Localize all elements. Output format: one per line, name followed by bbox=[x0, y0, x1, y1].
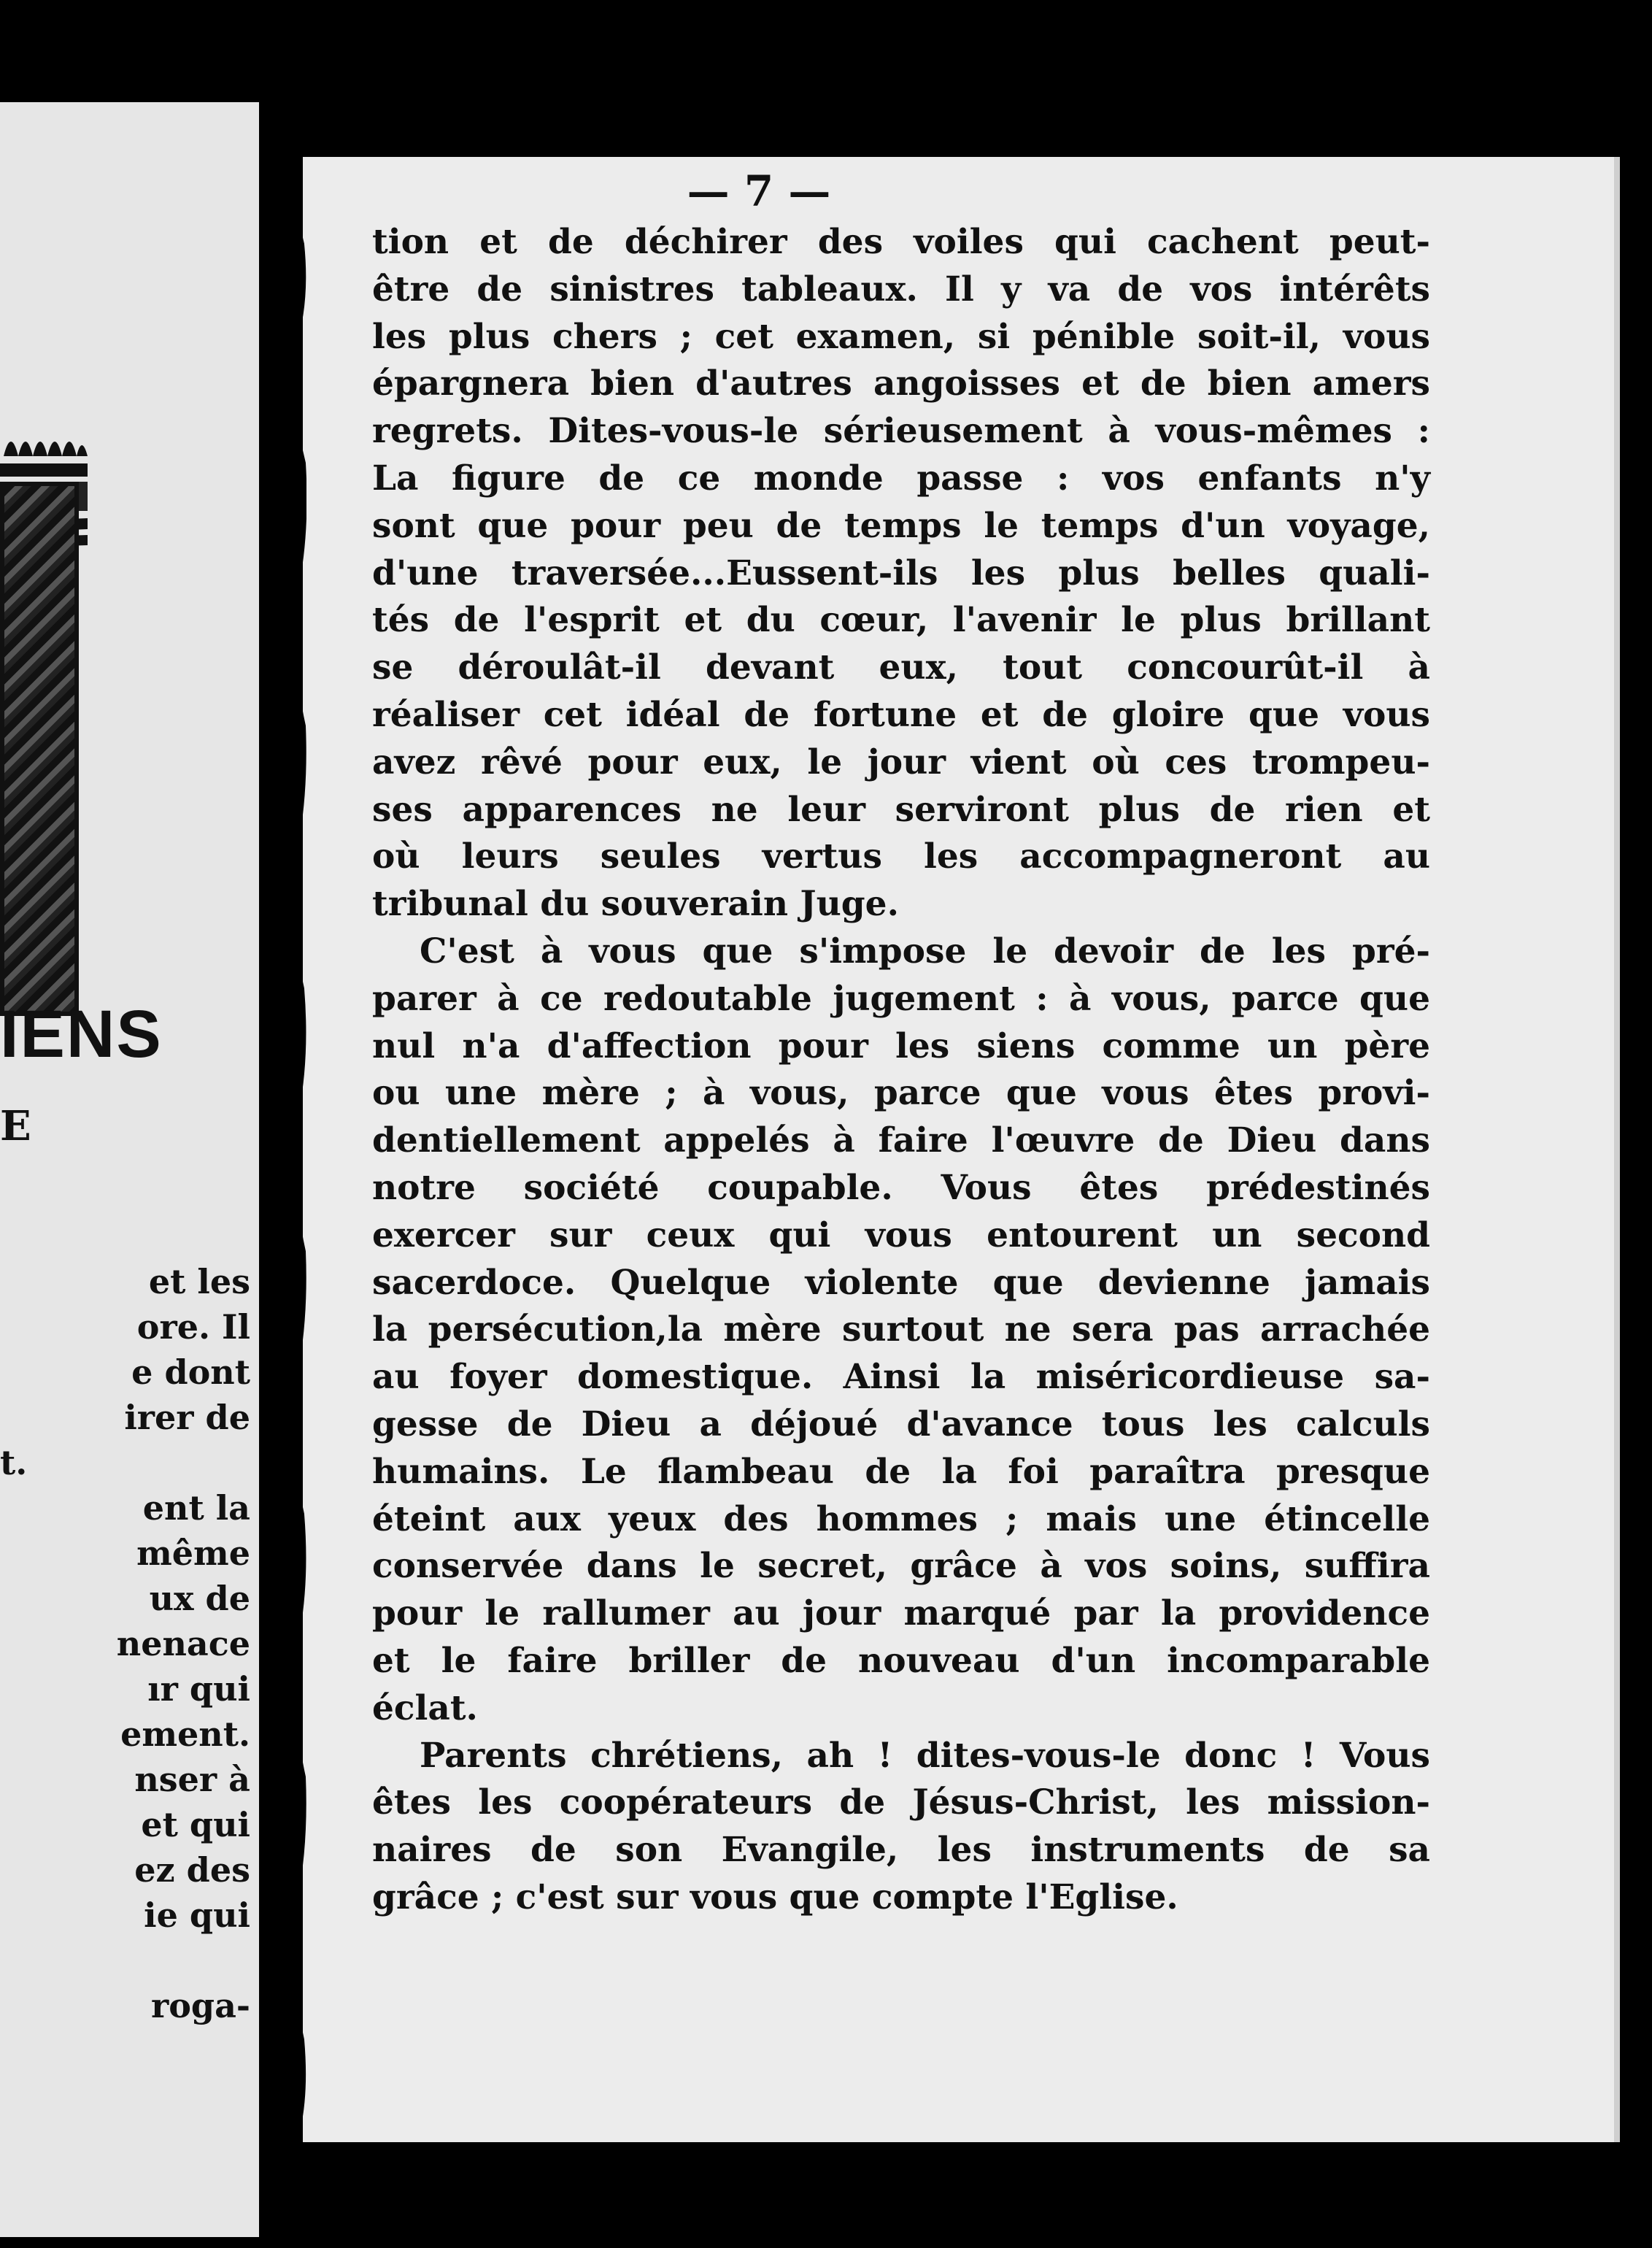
left-page-line: ent la bbox=[142, 1488, 250, 1528]
text-line: la persécution,la mère surtout ne sera pas arrachée bbox=[372, 1309, 1430, 1350]
text-line: conservée dans le secret, grâce à vos soins, suffira bbox=[372, 1546, 1430, 1587]
engraving-illustration bbox=[0, 482, 79, 1016]
left-page-line: nenace bbox=[116, 1624, 250, 1663]
text-line: tribunal du souverain Juge. bbox=[372, 884, 899, 925]
text-line: C'est à vous que s'impose le devoir de les pré- bbox=[420, 931, 1430, 971]
text-line: exercer sur ceux qui vous entourent un second bbox=[372, 1215, 1430, 1255]
left-page-fragment bbox=[0, 102, 259, 2237]
text-line: avez rêvé pour eux, le jour vient où ces trompeu- bbox=[372, 742, 1430, 782]
text-line: ou une mère ; à vous, parce que vous êtes provi- bbox=[372, 1073, 1430, 1114]
text-line: nul n'a d'affection pour les siens comme un père bbox=[372, 1025, 1430, 1066]
text-line: parer à ce redoutable jugement : à vous, parce que bbox=[372, 978, 1430, 1019]
binding-stitch-edge bbox=[285, 157, 306, 2128]
text-line: humains. Le flambeau de la foi paraîtra presque bbox=[372, 1451, 1430, 1492]
text-line: regrets. Dites-vous-le sérieusement à vous-mêmes : bbox=[372, 411, 1430, 452]
left-page-line: ore. Il bbox=[136, 1307, 250, 1347]
left-page-line: irer de bbox=[124, 1398, 250, 1437]
text-line: les plus chers ; cet examen, si pénible soit-il, vous bbox=[372, 316, 1430, 357]
text-line: sacerdoce. Quelque violente que devienne jamais bbox=[372, 1262, 1430, 1303]
left-page-line: ır qui bbox=[147, 1669, 250, 1709]
left-page-line: et les bbox=[148, 1262, 250, 1301]
text-line: ses apparences ne leur serviront plus de rien et bbox=[372, 789, 1430, 830]
text-line: d'une traversée...Eussent-ils les plus belles quali- bbox=[372, 553, 1430, 593]
left-page-line: et qui bbox=[141, 1805, 250, 1844]
text-line: La figure de ce monde passe : vos enfants n'y bbox=[372, 458, 1430, 499]
left-page-line: ux de bbox=[149, 1579, 250, 1618]
text-line: être de sinistres tableaux. Il y va de vos intérêts bbox=[372, 269, 1430, 309]
text-line: épargnera bien d'autres angoisses et de bien amers bbox=[372, 363, 1430, 404]
left-page-line: ement. bbox=[120, 1714, 250, 1754]
text-line: se déroulât-il devant eux, tout concourût-il à bbox=[372, 647, 1430, 688]
text-line: et le faire briller de nouveau d'un incomparable bbox=[372, 1640, 1430, 1681]
text-line: sont que pour peu de temps le temps d'un voyage, bbox=[372, 505, 1430, 546]
text-line: tion et de déchirer des voiles qui cachent peut- bbox=[372, 222, 1430, 262]
text-line: notre société coupable. Vous êtes prédestinés bbox=[372, 1167, 1430, 1208]
text-line: réaliser cet idéal de fortune et de gloire que vous bbox=[372, 694, 1430, 735]
text-line: gesse de Dieu a déjoué d'avance tous les calculs bbox=[372, 1404, 1430, 1444]
text-line: éclat. bbox=[372, 1687, 478, 1728]
left-page-heading: IENS bbox=[0, 997, 163, 1071]
left-page-line: ez des bbox=[134, 1850, 250, 1890]
page-body bbox=[372, 219, 1430, 1922]
left-page-line: ie qui bbox=[144, 1895, 250, 1935]
text-line: dentiellement appelés à faire l'œuvre de Dieu dans bbox=[372, 1120, 1430, 1161]
text-line: au foyer domestique. Ainsi la miséricordieuse sa- bbox=[372, 1357, 1430, 1398]
text-line: pour le rallumer au jour marqué par la providence bbox=[372, 1593, 1430, 1634]
paragraph-2 bbox=[372, 928, 1430, 1733]
text-line: où leurs seules vertus les accompagneront au bbox=[372, 836, 1430, 877]
left-page-line: nser à bbox=[134, 1760, 250, 1799]
left-page-line: même bbox=[136, 1533, 250, 1573]
text-line: naires de son Evangile, les instruments de sa bbox=[372, 1830, 1430, 1871]
left-page-line: e dont bbox=[131, 1352, 250, 1392]
paragraph-1 bbox=[372, 219, 1430, 928]
text-line: Parents chrétiens, ah ! dites-vous-le donc ! Vous bbox=[420, 1735, 1430, 1776]
paragraph-3 bbox=[372, 1733, 1430, 1922]
text-line: êtes les coopérateurs de Jésus-Christ, les mission- bbox=[372, 1782, 1430, 1823]
left-page-letter: E bbox=[0, 1102, 31, 1150]
text-line: éteint aux yeux des hommes ; mais une étincelle bbox=[372, 1498, 1430, 1539]
left-page-line: t. bbox=[0, 1443, 28, 1482]
page-number: — 7 — bbox=[687, 166, 831, 216]
text-line: grâce ; c'est sur vous que compte l'Eglise. bbox=[372, 1876, 1178, 1917]
left-page-line: roga- bbox=[151, 1986, 250, 2025]
text-line: tés de l'esprit et du cœur, l'avenir le plus brillant bbox=[372, 600, 1430, 641]
